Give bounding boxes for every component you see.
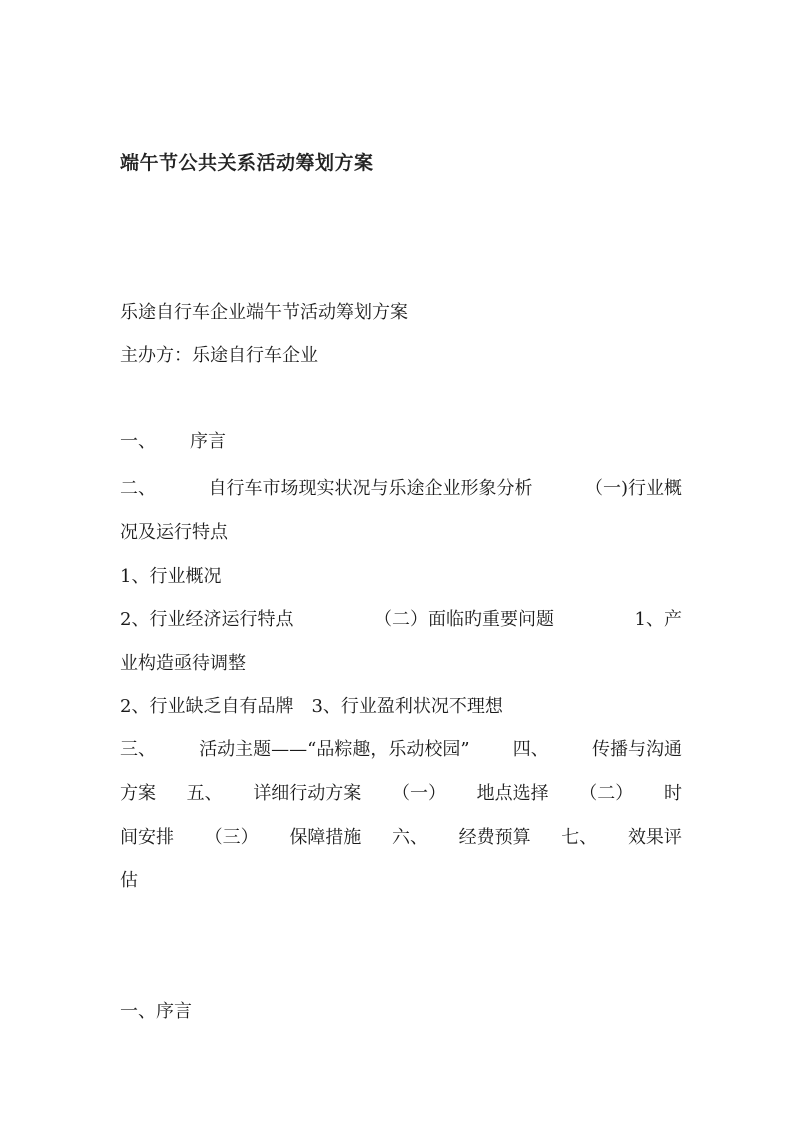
toc-item-label: （一)行业概 [584,478,682,499]
toc-line-3: 况及运行特点 [120,522,228,543]
toc-item-label: 详细行动方案 [253,783,362,804]
toc-line-6: 业构造亟待调整 [120,653,246,674]
toc-line-10 [120,826,682,850]
toc-line-4: 1、行业概况 [120,566,222,587]
toc-item-label: 活动主题——“品粽趣，乐动校园” [199,739,470,760]
toc-item-number: 二、 [120,478,156,499]
toc-item-label: 时 [663,783,682,804]
toc-item-number: （三） [204,827,259,848]
section-heading: 一、序言 [120,1001,192,1022]
toc-item-label: 地点选择 [476,783,549,804]
toc-line-11: 估 [120,870,138,891]
toc-line-5 [120,608,682,632]
toc-item-label: 自行车市场现实状况与乐途企业形象分析 [208,478,533,499]
toc-item-number: （二） [579,783,634,804]
organizer-line: 主办方：乐途自行车企业 [120,345,318,366]
plan-subtitle: 乐途自行车企业端午节活动筹划方案 [120,302,408,323]
toc-item-number: （一） [391,783,446,804]
toc-item-label: 3、行业盈利状况不理想 [311,696,503,717]
toc-item-label: 方案 [120,783,156,804]
toc-item-number: 五、 [186,783,223,804]
toc-line-2 [120,477,682,501]
toc-line-8 [120,738,682,762]
toc-line-7 [120,695,682,719]
toc-line-9 [120,782,682,806]
toc-item-number: 三、 [120,739,156,760]
toc-item-label: （二）面临旳重要问题 [374,609,554,630]
toc-item-number: 四、 [512,739,549,760]
toc-item-label: 间安排 [120,827,174,848]
toc-item-label: 2、行业经济运行特点 [120,609,294,630]
toc-item-label: 经费预算 [458,827,531,848]
toc-item-label: 传播与沟通 [591,739,682,760]
toc-item-label: 效果评 [627,827,682,848]
toc-item-number: 一、 [120,431,156,452]
toc-item-label: 2、行业缺乏自有品牌 [120,696,294,717]
toc-item-label: 保障措施 [289,827,362,848]
toc-item-number: 七、 [561,827,598,848]
toc-line-1 [120,430,682,454]
toc-item-number: 六、 [391,827,428,848]
toc-item-label: 序言 [190,431,226,452]
document-title: 端午节公共关系活动筹划方案 [120,152,374,174]
toc-item-label: 1、产 [634,609,682,630]
